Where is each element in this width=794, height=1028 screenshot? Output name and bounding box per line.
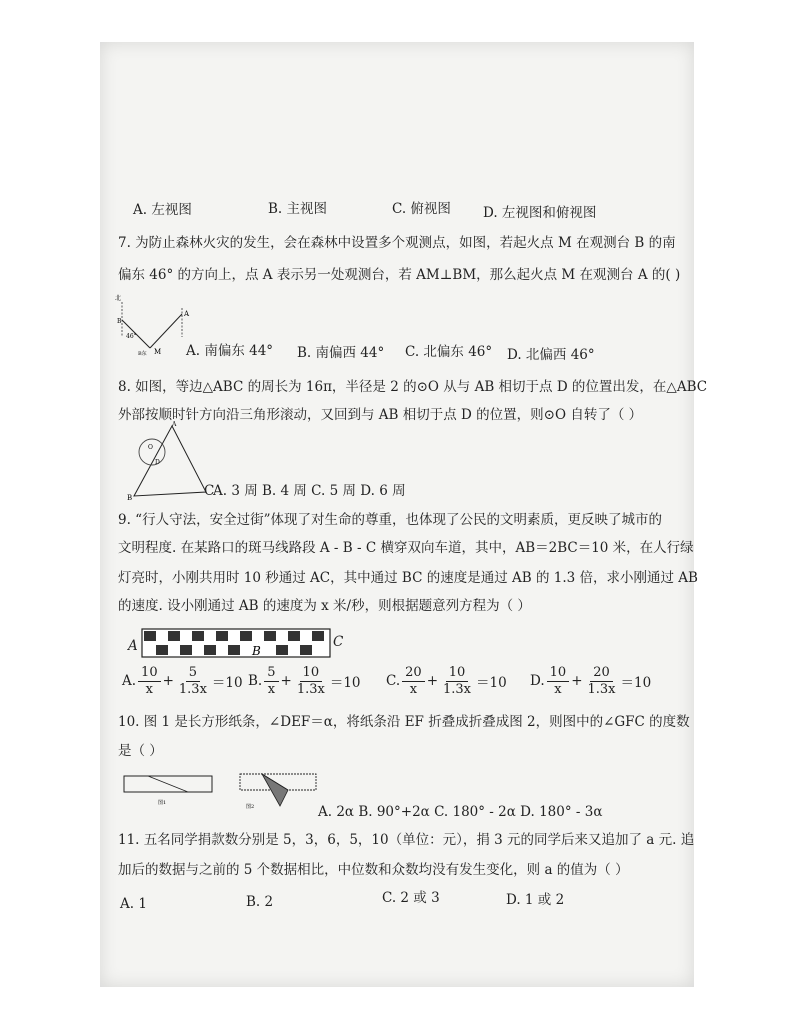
q7-fig-east-label: B东 (138, 351, 147, 357)
q11-stem-line1: 11. 五名同学捐款数分别是 5，3，6，5，10（单位：元），捐 3 元的同学后来又追加了 a 元. 追 (118, 832, 695, 848)
q9-option-d-plus: + (571, 673, 583, 690)
q9-option-b (248, 666, 361, 696)
q7-option-c: C. 北偏东 46° (405, 344, 493, 360)
q7-option-a: A. 南偏东 44° (186, 343, 274, 359)
q7-fig-angle-label: 46° (126, 333, 137, 340)
q9-option-b-plus: + (280, 673, 292, 690)
q10-figure-2 (236, 766, 322, 810)
q11-option-a: A. 1 (120, 896, 147, 912)
q7-fig-a-label: A (184, 310, 190, 318)
q11-option-d: D. 1 或 2 (506, 892, 565, 908)
q9-option-d-label: D. (530, 673, 545, 690)
q9-stem-line4: 的速度. 设小刚通过 AB 的速度为 x 米/秒，则根据题意列方程为（ ） (118, 598, 531, 614)
q7-fig-b-label: B (117, 318, 122, 325)
q7-fig-am (150, 314, 182, 348)
q9-option-d-frac1: $\frac{10}{x}$ (547, 666, 570, 696)
q9-option-c-label: C. (386, 673, 401, 690)
q8-fig-triangle (134, 426, 206, 496)
q9-option-b-rhs: ＝10 (329, 675, 361, 692)
q8-stem-line1: 8. 如图，等边△ABC 的周长为 16π，半径是 2 的⊙O 从与 AB 相切于点 D 的位置出发，在△ABC (118, 379, 708, 395)
q7-figure (112, 292, 190, 360)
q6-option-a: A. 左视图 (133, 202, 192, 218)
q9-option-d (530, 666, 651, 696)
q10-figure-1 (118, 770, 218, 806)
q10-fig1-fold-line (148, 776, 188, 792)
q10-options: A. 2α B. 90°+2α C. 180° - 2α D. 180° - 3α (318, 804, 603, 820)
q9-option-a-frac1: $\frac{10}{x}$ (138, 666, 161, 696)
q8-stem-line2: 外部按顺时针方向沿三角形滚动，又回到与 AB 相切于点 D 的位置，则⊙O 自转了（ ） (118, 407, 643, 423)
q9-stem-line3: 灯亮时，小刚共用时 10 秒通过 AC，其中通过 BC 的速度是通过 AB 的 1.3 倍，求小刚通过 AB (118, 570, 698, 586)
q9-option-b-label: B. (248, 673, 263, 690)
q7-stem-line2: 偏东 46° 的方向上，点 A 表示另一处观测台，若 AM⊥BM，那么起火点 M 在观测台 A 的( ) (118, 267, 681, 283)
q9-fig-a-label: A (128, 638, 138, 654)
q6-option-c: C. 俯视图 (392, 201, 451, 217)
q10-stem-line1: 10. 图 1 是长方形纸条，∠DEF＝α，将纸条沿 EF 折叠成折叠成图 2，则图中的∠GFC 的度数 (118, 714, 690, 730)
q7-fig-north-label: 北 (115, 295, 122, 302)
q9-option-b-frac1: $\frac{5}{x}$ (264, 666, 278, 696)
q9-option-c (386, 666, 507, 696)
q9-crosswalk-figure (141, 628, 331, 658)
q10-fig2-caption: 图2 (246, 804, 255, 810)
q9-option-c-frac2: $\frac{10}{1.3x}$ (443, 665, 472, 697)
q9-option-a-plus: + (162, 673, 174, 690)
q7-stem-line1: 7. 为防止森林火灾的发生，会在森林中设置多个观测点，如图，若起火点 M 在观测台 B 的南 (118, 235, 676, 251)
q11-option-b: B. 2 (246, 894, 274, 910)
q9-option-b-frac2: $\frac{10}{1.3x}$ (296, 665, 325, 697)
q7-fig-m-label: M (154, 348, 162, 356)
q9-option-c-frac1: $\frac{20}{x}$ (402, 666, 425, 696)
q9-option-a-frac2: $\frac{5}{1.3x}$ (178, 665, 207, 697)
q9-option-a-label: A. (122, 673, 137, 690)
q9-stem-line1: 9. “行人守法，安全过街”体现了对生命的尊重，也体现了公民的文明素质，更反映了城市的 (118, 512, 662, 528)
q8-figure (122, 420, 215, 502)
q9-option-d-frac2: $\frac{20}{1.3x}$ (587, 665, 616, 697)
q10-fig1-caption: 图1 (158, 800, 167, 806)
q9-fig-c-label: C (333, 634, 344, 650)
q7-option-b: B. 南偏西 44° (297, 345, 385, 361)
q7-option-d: D. 北偏西 46° (507, 347, 595, 363)
q8-fig-b-label: B (127, 494, 133, 502)
q8-fig-d-label: D (155, 459, 160, 466)
q8-fig-c-label: C (204, 483, 215, 499)
q9-stem-line2: 文明程度. 在某路口的斑马线路段 A - B - C 横穿双向车道，其中，AB＝2BC＝10 米，在人行绿 (118, 540, 694, 556)
q9-option-c-rhs: ＝10 (476, 675, 507, 692)
q10-stem-line2: 是（ ） (118, 743, 163, 759)
q9-option-c-plus: + (426, 673, 438, 690)
q11-stem-line2: 加后的数据与之前的 5 个数据相比，中位数和众数均没有发生变化，则 a 的值为（ ） (118, 862, 629, 878)
q8-fig-circle (139, 439, 165, 465)
q8-fig-a-label: A (172, 421, 177, 428)
q6-option-b: B. 主视图 (268, 201, 328, 217)
q6-option-d: D. 左视图和俯视图 (483, 205, 597, 221)
q9-option-a-rhs: ＝10 (211, 675, 243, 692)
q9-option-a (122, 666, 243, 696)
q9-option-d-rhs: ＝10 (620, 675, 652, 692)
q8-fig-o-label: O (148, 444, 153, 451)
q9-fig-b-label: B (252, 644, 261, 658)
q11-option-c: C. 2 或 3 (382, 890, 440, 906)
q8-options: A. 3 周 B. 4 周 C. 5 周 D. 6 周 (213, 483, 406, 499)
